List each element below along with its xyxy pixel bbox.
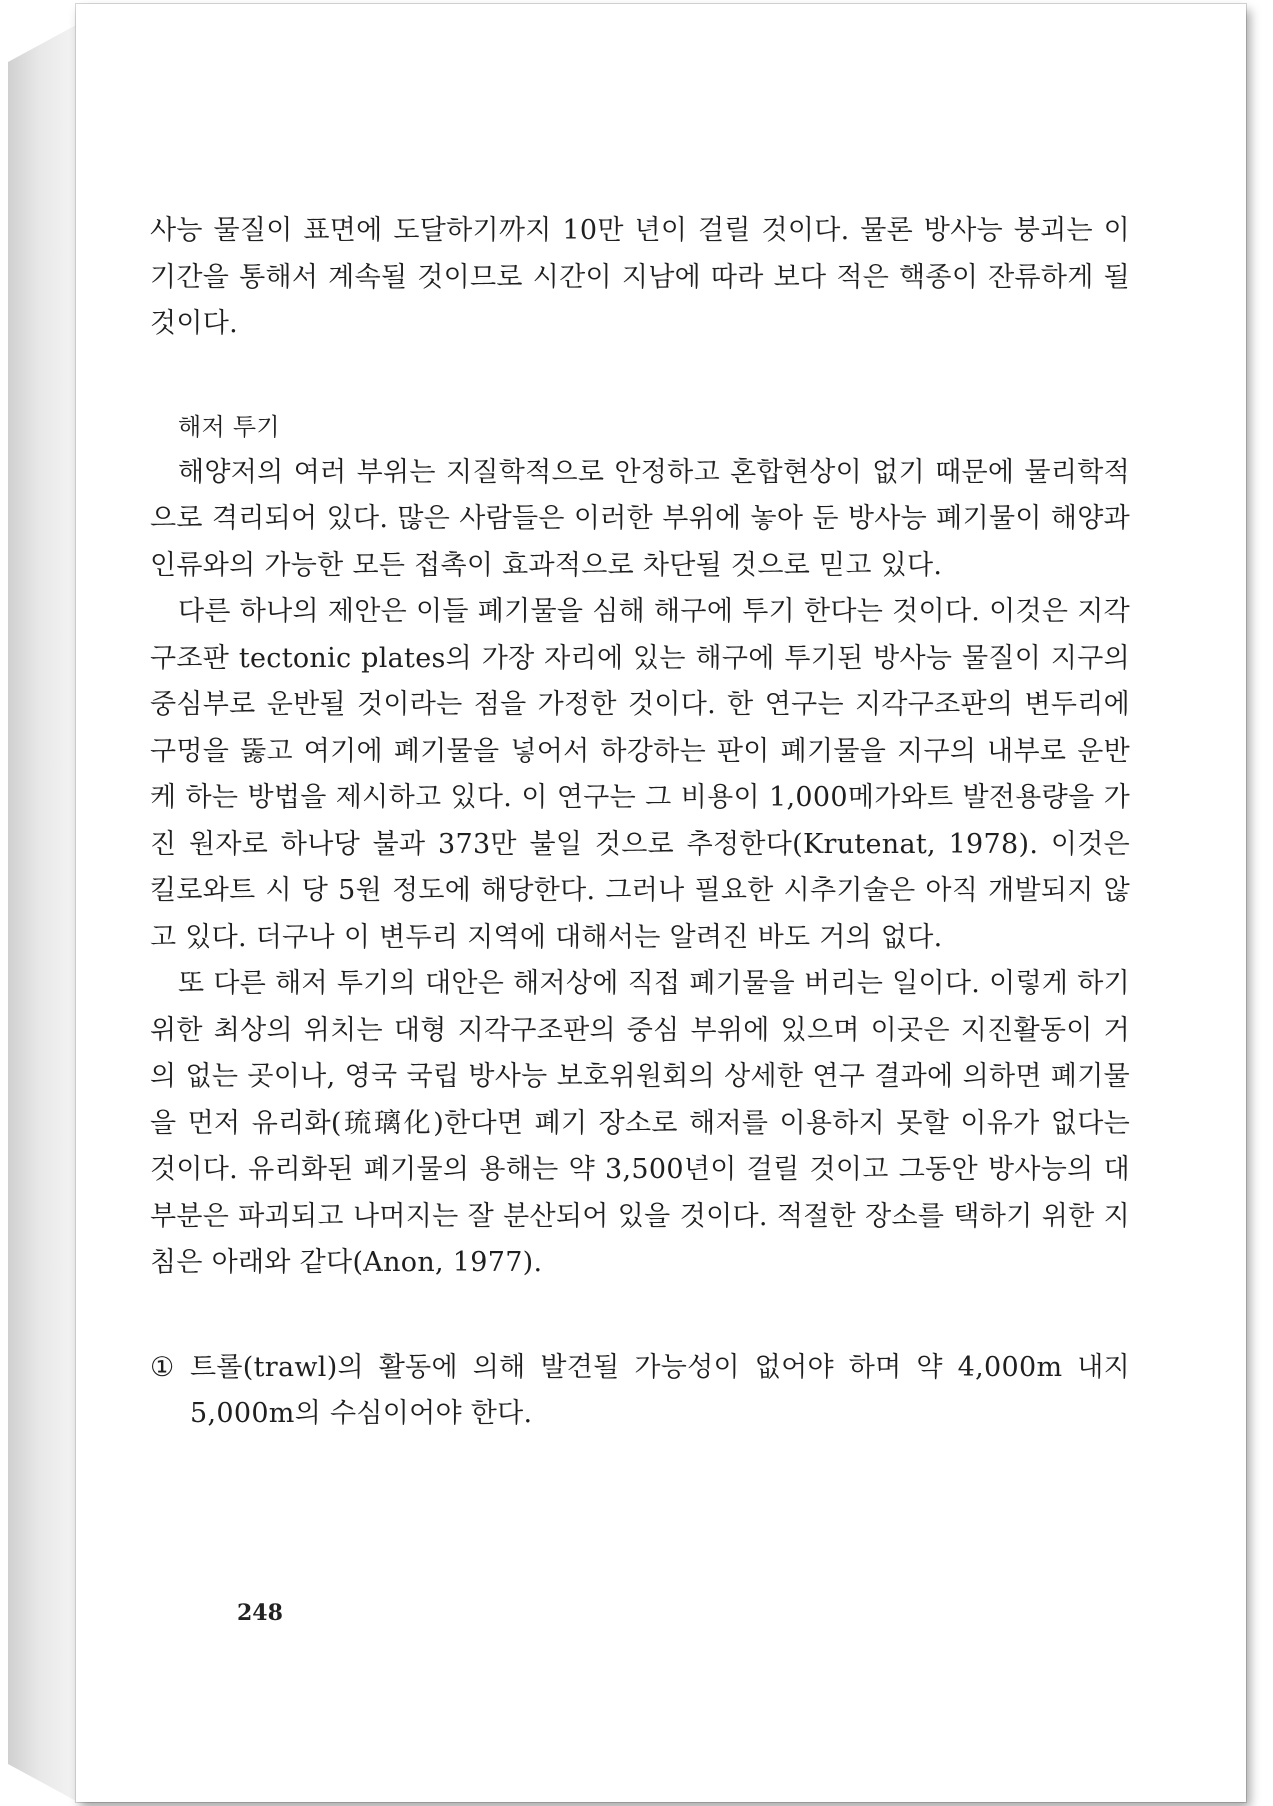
paragraph-1: 해양저의 여러 부위는 지질학적으로 안정하고 혼합현상이 없기 때문에 물리학적으로 격리되어 있다. 많은 사람들은 이러한 부위에 놓아 둔 방사능 폐기물이 해양과 인류와의 가능한 모든 접촉이 효과적으로 차단될 것으로 믿고 있다. <box>150 456 1130 581</box>
section-heading: 해저 투기 <box>178 412 280 441</box>
book-spine <box>8 24 78 1802</box>
intro-paragraph: 사능 물질이 표면에 도달하기까지 10만 년이 걸릴 것이다. 물론 방사능 붕괴는 이 기간을 통해서 계속될 것이므로 시간이 지남에 따라 보다 적은 핵종이 잔류하게 될 것이다. <box>150 215 1130 339</box>
list-item-1 <box>150 1345 1130 1438</box>
list-item-text: 트롤(trawl)의 활동에 의해 발견될 가능성이 없어야 하며 약 4,000m 내지 5,000m의 수심이어야 한다. <box>190 1351 1130 1429</box>
list-marker: ① <box>150 1351 175 1383</box>
paragraph-3: 또 다른 해저 투기의 대안은 해저상에 직접 폐기물을 버리는 일이다. 이렇게 하기 위한 최상의 위치는 대형 지각구조판의 중심 부위에 있으며 이곳은 지진활동이 거의 없는 곳이나, 영국 국립 방사능 보호위원회의 상세한 연구 결과에 의하면 폐기물을 먼저 유리화(琉璃化)한다면 폐기 장소로 해저를 이용하지 못할 이유가 없다는 것이다. 유리화된 폐기물의 용해는 약 3,500년이 걸릴 것이고 그동안 방사능의 대부분은 파괴되고 나머지는 잘 분산되어 있을 것이다. 적절한 장소를 택하기 위한 지침은 아래와 같다(Anon, 1977). <box>150 968 1130 1278</box>
page-number: 248 <box>237 1600 283 1626</box>
paragraph-2: 다른 하나의 제안은 이들 폐기물을 심해 해구에 투기 한다는 것이다. 이것은 지각구조판 tectonic plates의 가장 자리에 있는 해구에 투기된 방사능 물질이 지구의 중심부로 운반될 것이라는 점을 가정한 것이다. 한 연구는 지각구조판의 변두리에 구멍을 뚫고 여기에 폐기물을 넣어서 하강하는 판이 폐기물을 지구의 내부로 운반케 하는 방법을 제시하고 있다. 이 연구는 그 비용이 1,000메가와트 발전용량을 가진 원자로 하나당 불과 373만 불일 것으로 추정한다(Krutenat, 1978). 이것은 킬로와트 시 당 5원 정도에 해당한다. 그러나 필요한 시추기술은 아직 개발되지 않고 있다. 더구나 이 변두리 지역에 대해서는 알려진 바도 거의 없다. <box>150 596 1130 953</box>
page-body-text <box>150 208 1130 1438</box>
